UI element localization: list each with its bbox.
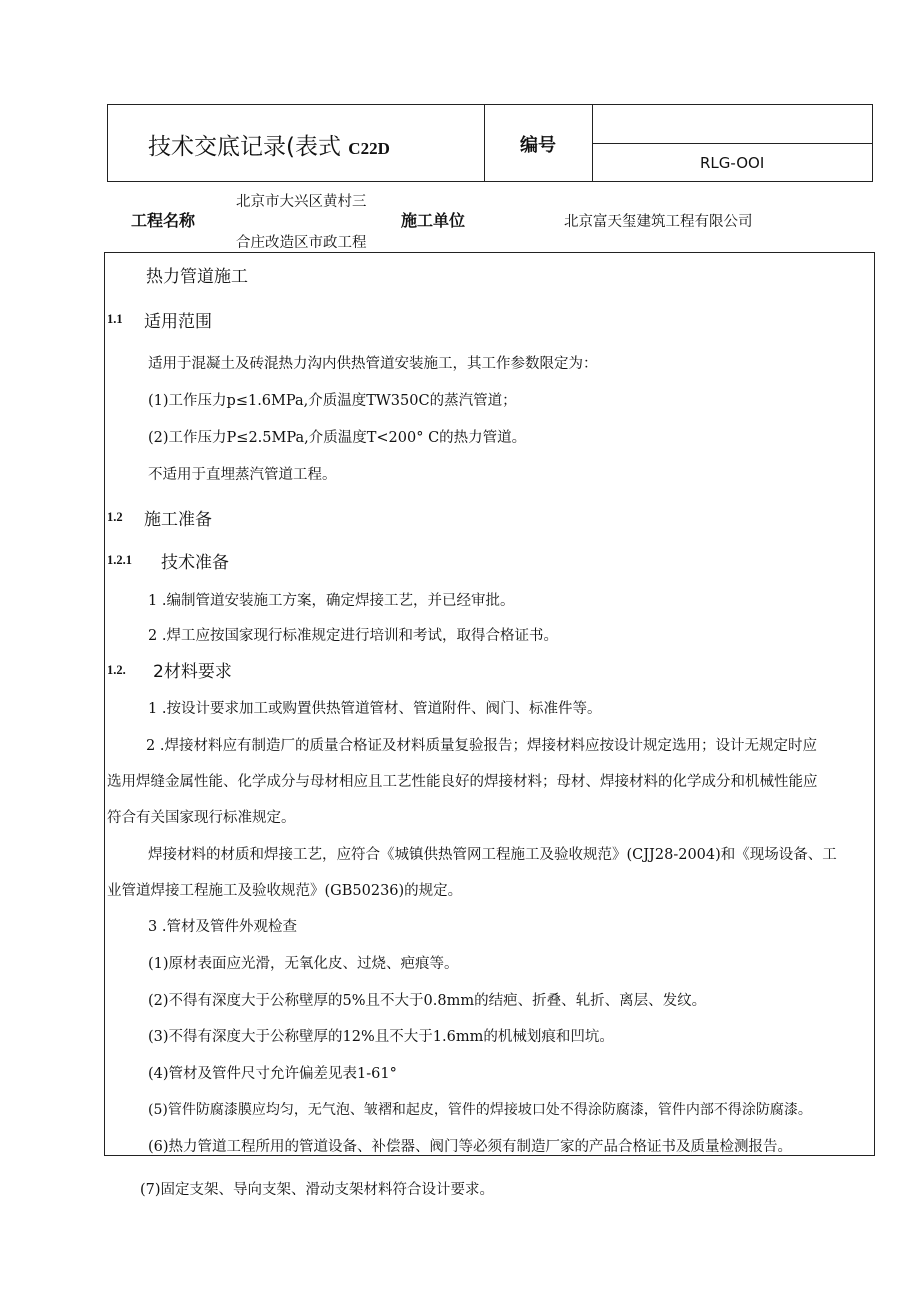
form-title bbox=[148, 128, 390, 161]
section-1-2-2-number: 1.2. bbox=[107, 663, 126, 677]
inspection-item-5: (5)管件防腐漆膜应均匀，无气泡、皱褶和起皮，管件的焊接坡口处不得涂防腐漆，管件内部不得涂防腐漆。 bbox=[148, 1102, 812, 1118]
section-1-1-number: 1.1 bbox=[107, 312, 123, 326]
section-1-2-2-title: 2材料要求 bbox=[153, 662, 232, 682]
inspection-item-6: (6)热力管道工程所用的管道设备、补偿器、阀门等必须有制造厂家的产品合格证书及质量检测报告。 bbox=[148, 1139, 793, 1155]
number-label: 编号 bbox=[520, 135, 556, 156]
scope-paragraph-2: (1)工作压力p≤1.6MPa,介质温度TW350C的蒸汽管道； bbox=[148, 393, 517, 409]
section-1-2-number: 1.2 bbox=[107, 510, 123, 524]
inspection-item-4: (4)管材及管件尺寸允许偏差见表1-61° bbox=[148, 1066, 397, 1082]
material-item-2-line1: 2 .焊接材料应有制造厂的质量合格证及材料质量复验报告；焊接材料应按设计规定选用；设计无规定时应 bbox=[146, 738, 817, 754]
material-paragraph-3-line1: 焊接材料的材质和焊接工艺，应符合《城镇供热管网工程施工及验收规范》(CJJ28-2004)和《现场设备、工 bbox=[148, 847, 837, 863]
scope-paragraph-3: (2)工作压力P≤2.5MPa,介质温度T<200° C的热力管道。 bbox=[148, 430, 527, 446]
tech-item-2: 2 .焊工应按国家现行标准规定进行培训和考试，取得合格证书。 bbox=[148, 628, 558, 644]
main-title: 热力管道施工 bbox=[146, 267, 248, 287]
header-divider-1 bbox=[484, 104, 485, 182]
material-item-1: 1 .按设计要求加工或购置供热管道管材、管道附件、阀门、标准件等。 bbox=[148, 701, 602, 717]
inspection-item-7: (7)固定支架、导向支架、滑动支架材料符合设计要求。 bbox=[140, 1182, 495, 1198]
project-name-line2: 合庄改造区市政工程 bbox=[236, 235, 367, 251]
material-item-2-line2: 选用焊缝金属性能、化学成分与母材相应且工艺性能良好的焊接材料；母材、焊接材料的化学成分和机械性能应 bbox=[107, 774, 818, 790]
contractor-label: 施工单位 bbox=[401, 211, 466, 230]
project-name-line1: 北京市大兴区黄村三 bbox=[236, 194, 367, 210]
section-1-2-1-number: 1.2.1 bbox=[107, 553, 132, 567]
material-item-3: 3 .管材及管件外观检查 bbox=[148, 919, 297, 935]
section-1-2-title: 施工准备 bbox=[144, 510, 212, 530]
number-value: RLG-OOI bbox=[700, 154, 765, 172]
tech-item-1: 1 .编制管道安装施工方案，确定焊接工艺，并已经审批。 bbox=[148, 593, 515, 609]
contractor-name: 北京富天玺建筑工程有限公司 bbox=[564, 214, 753, 230]
material-item-2-line3: 符合有关国家现行标准规定。 bbox=[107, 810, 296, 826]
project-label: 工程名称 bbox=[131, 211, 196, 230]
section-1-1-title: 适用范围 bbox=[144, 312, 212, 332]
header-number-divider bbox=[592, 143, 873, 144]
inspection-item-2: (2)不得有深度大于公称壁厚的5%且不大于0.8mm的结疤、折叠、轧折、离层、发纹。 bbox=[148, 993, 707, 1009]
inspection-item-3: (3)不得有深度大于公称壁厚的12%且不大于1.6mm的机械划痕和凹坑。 bbox=[148, 1029, 614, 1045]
scope-paragraph-4: 不适用于直埋蒸汽管道工程。 bbox=[148, 467, 337, 483]
form-code: C22D bbox=[348, 139, 390, 158]
inspection-item-1: (1)原材表面应光滑，无氧化皮、过烧、疤痕等。 bbox=[148, 956, 459, 972]
scope-paragraph-1: 适用于混凝土及砖混热力沟内供热管道安装施工，其工作参数限定为： bbox=[148, 356, 598, 372]
material-paragraph-3-line2: 业管道焊接工程施工及验收规范》(GB50236)的规定。 bbox=[107, 883, 463, 899]
section-1-2-1-title: 技术准备 bbox=[161, 553, 229, 573]
form-title-text: 技术交底记录(表式 bbox=[148, 134, 341, 160]
